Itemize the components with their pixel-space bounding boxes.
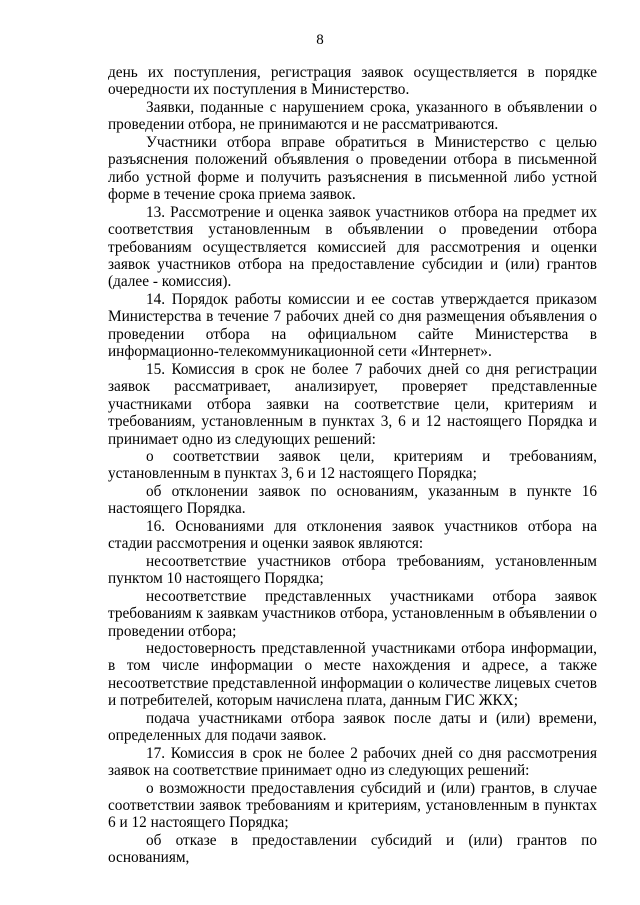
paragraph-late-applications: Заявки, поданные с нарушением срока, указанного в объявлении о проведении отбора, не принимаются и не рассматриваются. [108, 98, 597, 134]
paragraph-item-14: 14. Порядок работы комиссии и ее состав утверждается приказом Министерства в течение 7 рабочих дней со дня размещения объявления о проведении отбора на официальном сайте Министерства в информационно-телекоммуникационной сети «Интернет». [108, 290, 597, 361]
document-body [108, 64, 597, 867]
paragraph-item-17-decision-refusal: об отказе в предоставлении субсидий и (или) грантов по основаниям, [108, 831, 597, 867]
paragraph-item-15: 15. Комиссия в срок не более 7 рабочих дней со дня регистрации заявок рассматривает, анализирует, проверяет представленные участниками отбора заявки на соответствие цели, критериям и требованиям, установленным в пунктах 3, 6 и 12 настоящего Порядка и принимает одно из следующих решений: [108, 360, 597, 448]
paragraph-item-16-ground-late-submission: подача участниками отбора заявок после даты и (или) времени, определенных для подачи заявок. [108, 709, 597, 745]
paragraph-item-15-decision-reject: об отклонении заявок по основаниям, указанным в пункте 16 настоящего Порядка. [108, 482, 597, 518]
paragraph-item-16: 16. Основаниями для отклонения заявок участников отбора на стадии рассмотрения и оценки заявок являются: [108, 517, 597, 553]
paragraph-continuation: день их поступления, регистрация заявок осуществляется в порядке очередности их поступления в Министерство. [108, 64, 597, 99]
paragraph-item-15-decision-accept: о соответствии заявок цели, критериям и требованиям, установленным в пунктах 3, 6 и 12 настоящего Порядка; [108, 447, 597, 483]
paragraph-item-13: 13. Рассмотрение и оценка заявок участников отбора на предмет их соответствия установленным в объявлении о проведении отбора требованиям осуществляется комиссией для рассмотрения и оценки заявок участников отбора на предоставление субсидии и (или) грантов (далее - комиссия). [108, 203, 597, 291]
paragraph-item-17-decision-grant: о возможности предоставления субсидий и (или) грантов, в случае соответствии заявок требованиям и критериям, установленным в пунктах 6 и 12 настоящего Порядка; [108, 779, 597, 832]
paragraph-item-17: 17. Комиссия в срок не более 2 рабочих дней со дня рассмотрения заявок на соответствие принимает одно из следующих решений: [108, 744, 597, 780]
page-number: 8 [316, 32, 324, 48]
paragraph-item-16-ground-application-mismatch: несоответствие представленных участниками отбора заявок требованиям к заявкам участников отбора, установленным в объявлении о проведении отбора; [108, 587, 597, 640]
paragraph-item-16-ground-participant-mismatch: несоответствие участников отбора требованиям, установленным пунктом 10 настоящего Порядка; [108, 552, 597, 588]
paragraph-clarification-request: Участники отбора вправе обратиться в Министерство с целью разъяснения положений объявления о проведении отбора в письменной либо устной форме и получить разъяснения в письменной либо устной форме в течение срока приема заявок. [108, 133, 597, 204]
paragraph-item-16-ground-false-information: недостоверность представленной участниками отбора информации, в том числе информации о месте нахождения и адресе, а также несоответствие представленной информации о количестве лицевых счетов и потребителей, которым начислена плата, данным ГИС ЖКХ; [108, 639, 597, 710]
